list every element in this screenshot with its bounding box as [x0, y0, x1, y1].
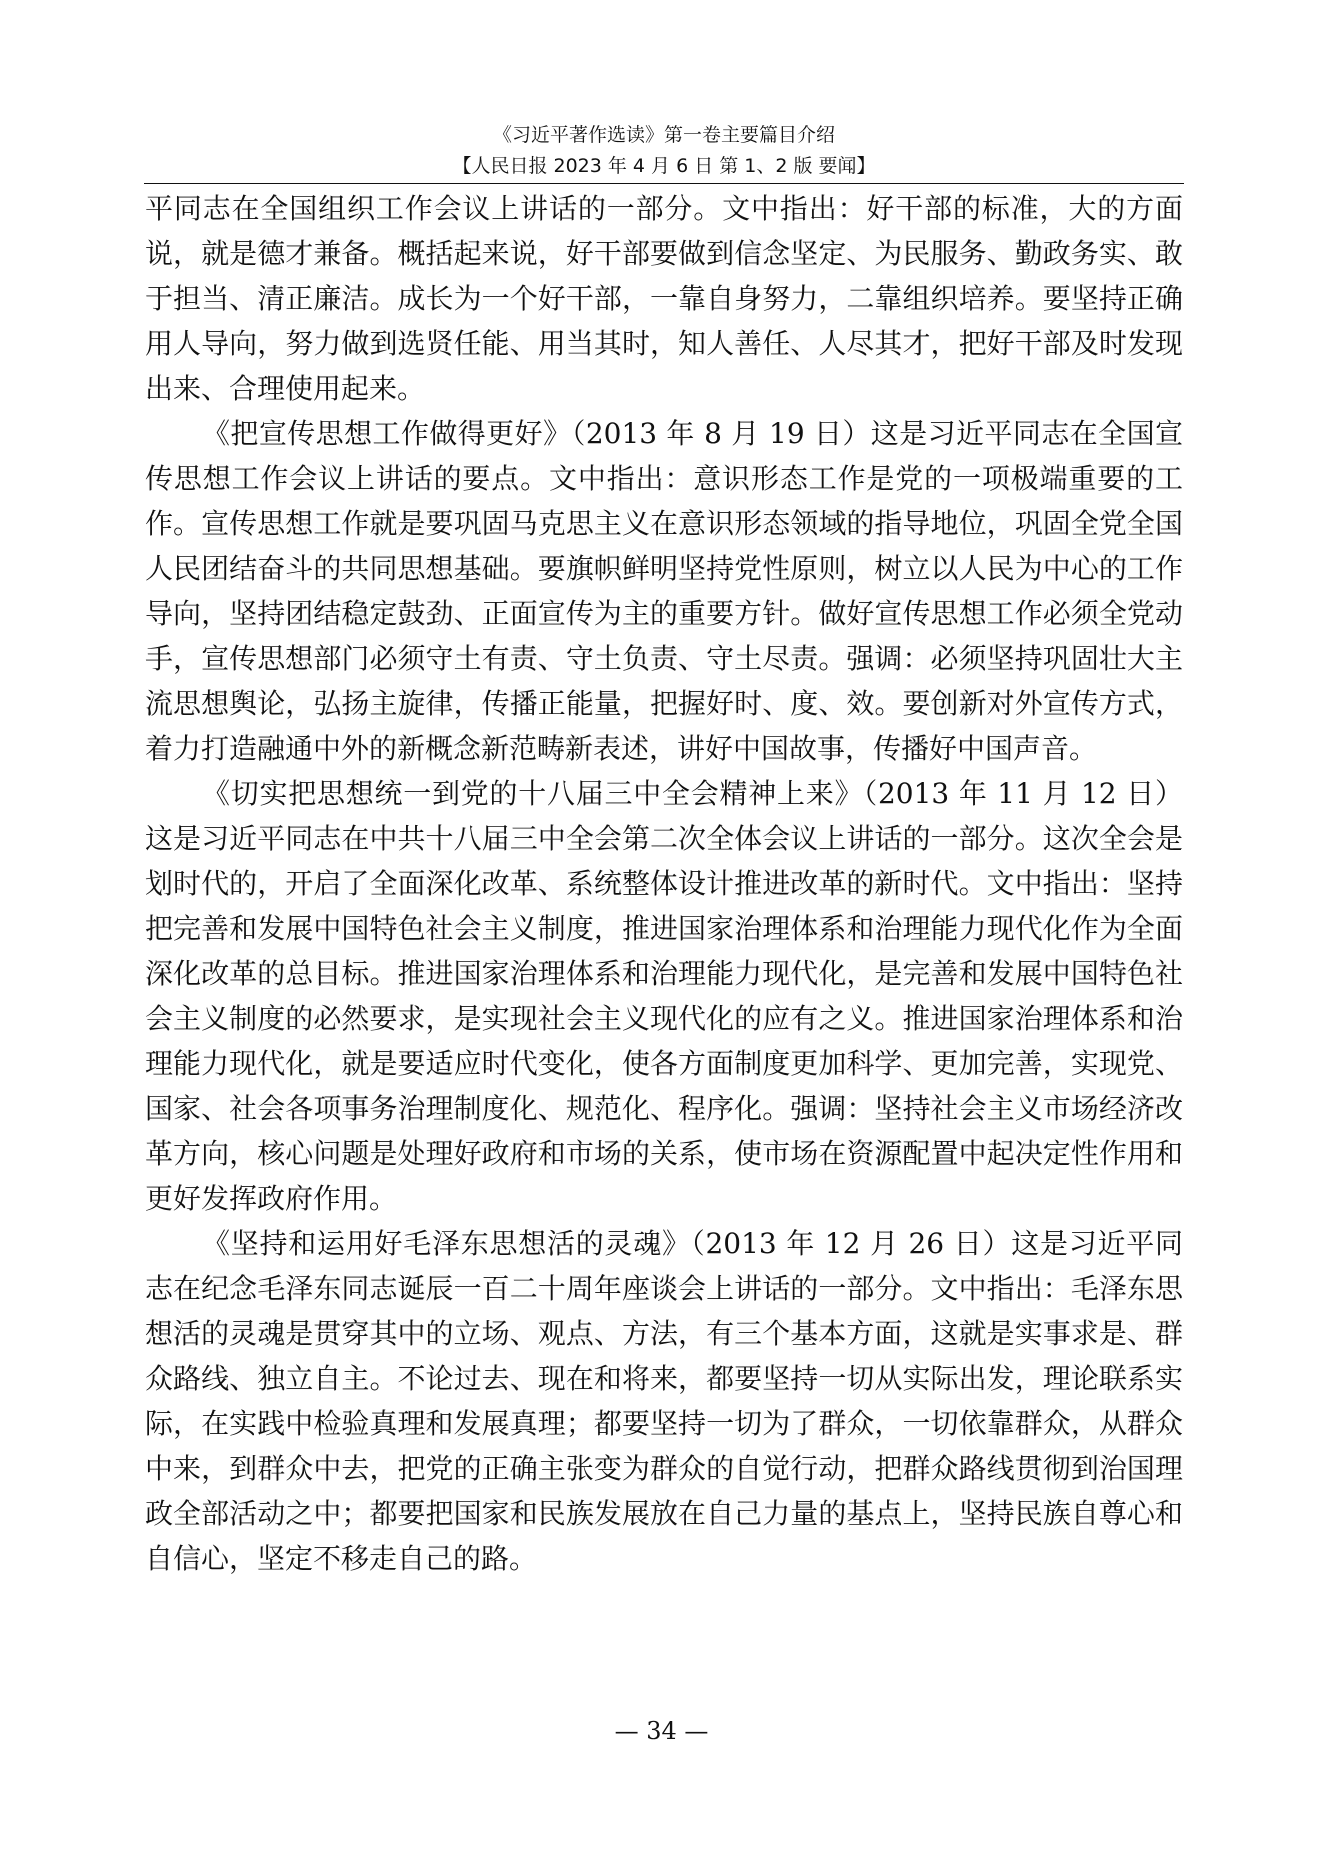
body-text [145, 186, 1183, 1581]
paragraph: 《把宣传思想工作做得更好》（2013 年 8 月 19 日）这是习近平同志在全国宣传思想工作会议上讲话的要点。文中指出：意识形态工作是党的一项极端重要的工作。宣传思想工作就是要巩固马克思主义在意识形态领域的指导地位，巩固全党全国人民团结奋斗的共同思想基础。要旗帜鲜明坚持党性原则，树立以人民为中心的工作导向，坚持团结稳定鼓劲、正面宣传为主的重要方针。做好宣传思想工作必须全党动手，宣传思想部门必须守土有责、守土负责、守土尽责。强调：必须坚持巩固壮大主流思想舆论，弘扬主旋律，传播正能量，把握好时、度、效。要创新对外宣传方式，着力打造融通中外的新概念新范畴新表述，讲好中国故事，传播好中国声音。 [145, 417, 1183, 765]
paragraph-continued: 平同志在全国组织工作会议上讲话的一部分。文中指出：好干部的标准，大的方面说，就是德才兼备。概括起来说，好干部要做到信念坚定、为民服务、勤政务实、敢于担当、清正廉洁。成长为一个好干部，一靠自身努力，二靠组织培养。要坚持正确用人导向，努力做到选贤任能、用当其时，知人善任、人尽其才，把好干部及时发现出来、合理使用起来。 [145, 192, 1183, 405]
header-title: 《习近平著作选读》第一卷主要篇目介绍 [492, 124, 835, 146]
header-rule [144, 183, 1184, 184]
paragraph: 《坚持和运用好毛泽东思想活的灵魂》（2013 年 12 月 26 日）这是习近平同志在纪念毛泽东同志诞辰一百二十周年座谈会上讲话的一部分。文中指出：毛泽东思想活的灵魂是贯穿其中的立场、观点、方法，有三个基本方面，这就是实事求是、群众路线、独立自主。不论过去、现在和将来，都要坚持一切从实际出发，理论联系实际，在实践中检验真理和发展真理；都要坚持一切为了群众，一切依靠群众，从群众中来，到群众中去，把党的正确主张变为群众的自觉行动，把群众路线贯彻到治国理政全部活动之中；都要把国家和民族发展放在自己力量的基点上，坚持民族自尊心和自信心，坚定不移走自己的路。 [145, 1227, 1183, 1575]
paragraph: 《切实把思想统一到党的十八届三中全会精神上来》（2013 年 11 月 12 日）这是习近平同志在中共十八届三中全会第二次全体会议上讲话的一部分。这次全会是划时代的，开启了全面深化改革、系统整体设计推进改革的新时代。文中指出：坚持把完善和发展中国特色社会主义制度，推进国家治理体系和治理能力现代化作为全面深化改革的总目标。推进国家治理体系和治理能力现代化，是完善和发展中国特色社会主义制度的必然要求，是实现社会主义现代化的应有之义。推进国家治理体系和治理能力现代化，就是要适应时代变化，使各方面制度更加科学、更加完善，实现党、国家、社会各项事务治理制度化、规范化、程序化。强调：坚持社会主义市场经济改革方向，核心问题是处理好政府和市场的关系，使市场在资源配置中起决定性作用和更好发挥政府作用。 [145, 777, 1183, 1215]
page-number: — 34 — [614, 1717, 709, 1745]
header-source: 【人民日报 2023 年 4 月 6 日 第 1、2 版 要闻】 [452, 155, 876, 177]
page-header [144, 120, 1184, 182]
